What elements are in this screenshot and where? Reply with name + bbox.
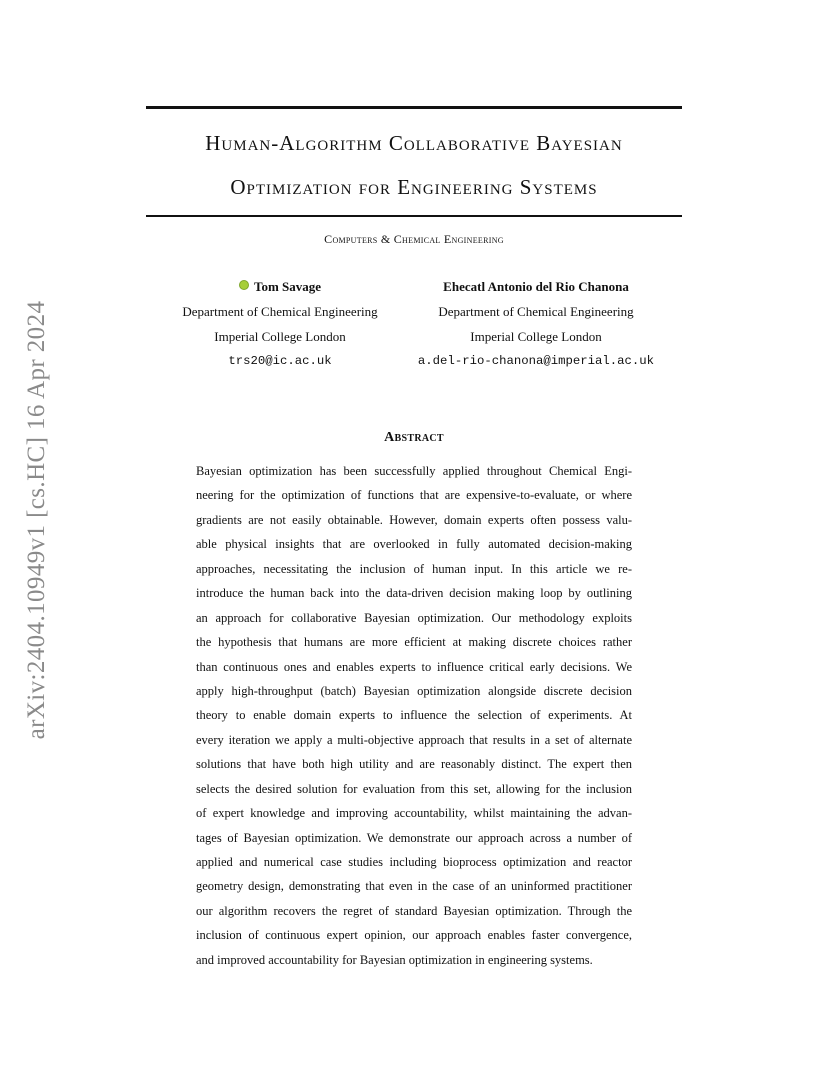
title-bottom-rule [146, 215, 682, 217]
abstract-line: selects the desired solution for evaluation from this set, allowing for the inclusion [196, 781, 632, 796]
abstract-line: applied and numerical case studies including bioprocess optimization and reactor [196, 855, 632, 869]
author-email[interactable]: a.del-rio-chanona@imperial.ac.uk [417, 354, 655, 368]
abstract-line: solutions that have both high utility and are reasonably distinct. The expert then [196, 757, 632, 772]
author-institution: Imperial College London [470, 329, 602, 344]
abstract-line: Bayesian optimization has been successfully applied throughout Chemical Engi- [196, 464, 632, 478]
author-institution: Imperial College London [214, 329, 346, 344]
author-name-row [166, 274, 394, 299]
abstract-line: apply high-throughput (batch) Bayesian optimization alongside discrete decision [196, 683, 632, 698]
abstract-line: our algorithm recovers the regret of standard Bayesian optimization. Through the [196, 903, 632, 918]
orcid-icon[interactable] [239, 280, 249, 290]
abstract-line: than continuous ones and enables experts to influence critical early decisions. We [196, 659, 632, 674]
abstract-line: theory to enable domain experts to influence the selection of experiments. At [196, 708, 632, 723]
abstract-line: geometry design, demonstrating that even in the case of an uninformed practitioner [196, 879, 632, 894]
abstract-line: every iteration we apply a multi-objective approach that results in a set of alternate [196, 732, 632, 747]
abstract-body [196, 459, 632, 972]
author-name: Ehecatl Antonio del Rio Chanona [443, 279, 629, 294]
author-department: Department of Chemical Engineering [182, 304, 378, 319]
abstract-line: approaches, necessitating the inclusion of human input. In this article we re- [196, 561, 632, 576]
abstract-heading: Abstract [384, 430, 444, 445]
abstract-line: of expert knowledge and improving accountability, whilst maintaining the advan- [196, 806, 632, 821]
abstract-line: introduce the human back into the data-driven decision making loop by outlining [196, 586, 632, 601]
abstract-line: inclusion of continuous expert opinion, our approach enables faster convergence, [196, 928, 632, 943]
abstract-line: the hypothesis that humans are more efficient at making discrete choices rather [196, 635, 632, 650]
abstract-line: and improved accountability for Bayesian optimization in engineering systems. [196, 952, 593, 967]
abstract-line: an approach for collaborative Bayesian optimization. Our methodology exploits [196, 610, 632, 625]
author-email[interactable]: trs20@ic.ac.uk [228, 354, 332, 368]
abstract-line: neering for the optimization of functions that are expensive-to-evaluate, or where [196, 488, 632, 503]
abstract-line: gradients are not easily obtainable. However, domain experts often possess valu- [196, 512, 632, 527]
author-name: Tom Savage [253, 279, 322, 294]
journal-name: Computers & Chemical Engineering [324, 232, 504, 246]
abstract-line: tages of Bayesian optimization. We demonstrate our approach across a number of [196, 830, 632, 845]
abstract-line: able physical insights that are overlooked in fully automated decision-making [196, 537, 632, 552]
paper-title-line-1: Human-Algorithm Collaborative Bayesian [205, 131, 623, 155]
author-block-1 [166, 274, 394, 374]
paper-title-line-2: Optimization for Engineering Systems [230, 175, 598, 199]
arxiv-identifier-text: arXiv:2404.10949v1 [cs.HC] 16 Apr 2024 [23, 300, 50, 740]
author-block-2 [412, 274, 660, 374]
title-top-rule [146, 106, 682, 109]
author-department: Department of Chemical Engineering [438, 304, 634, 319]
